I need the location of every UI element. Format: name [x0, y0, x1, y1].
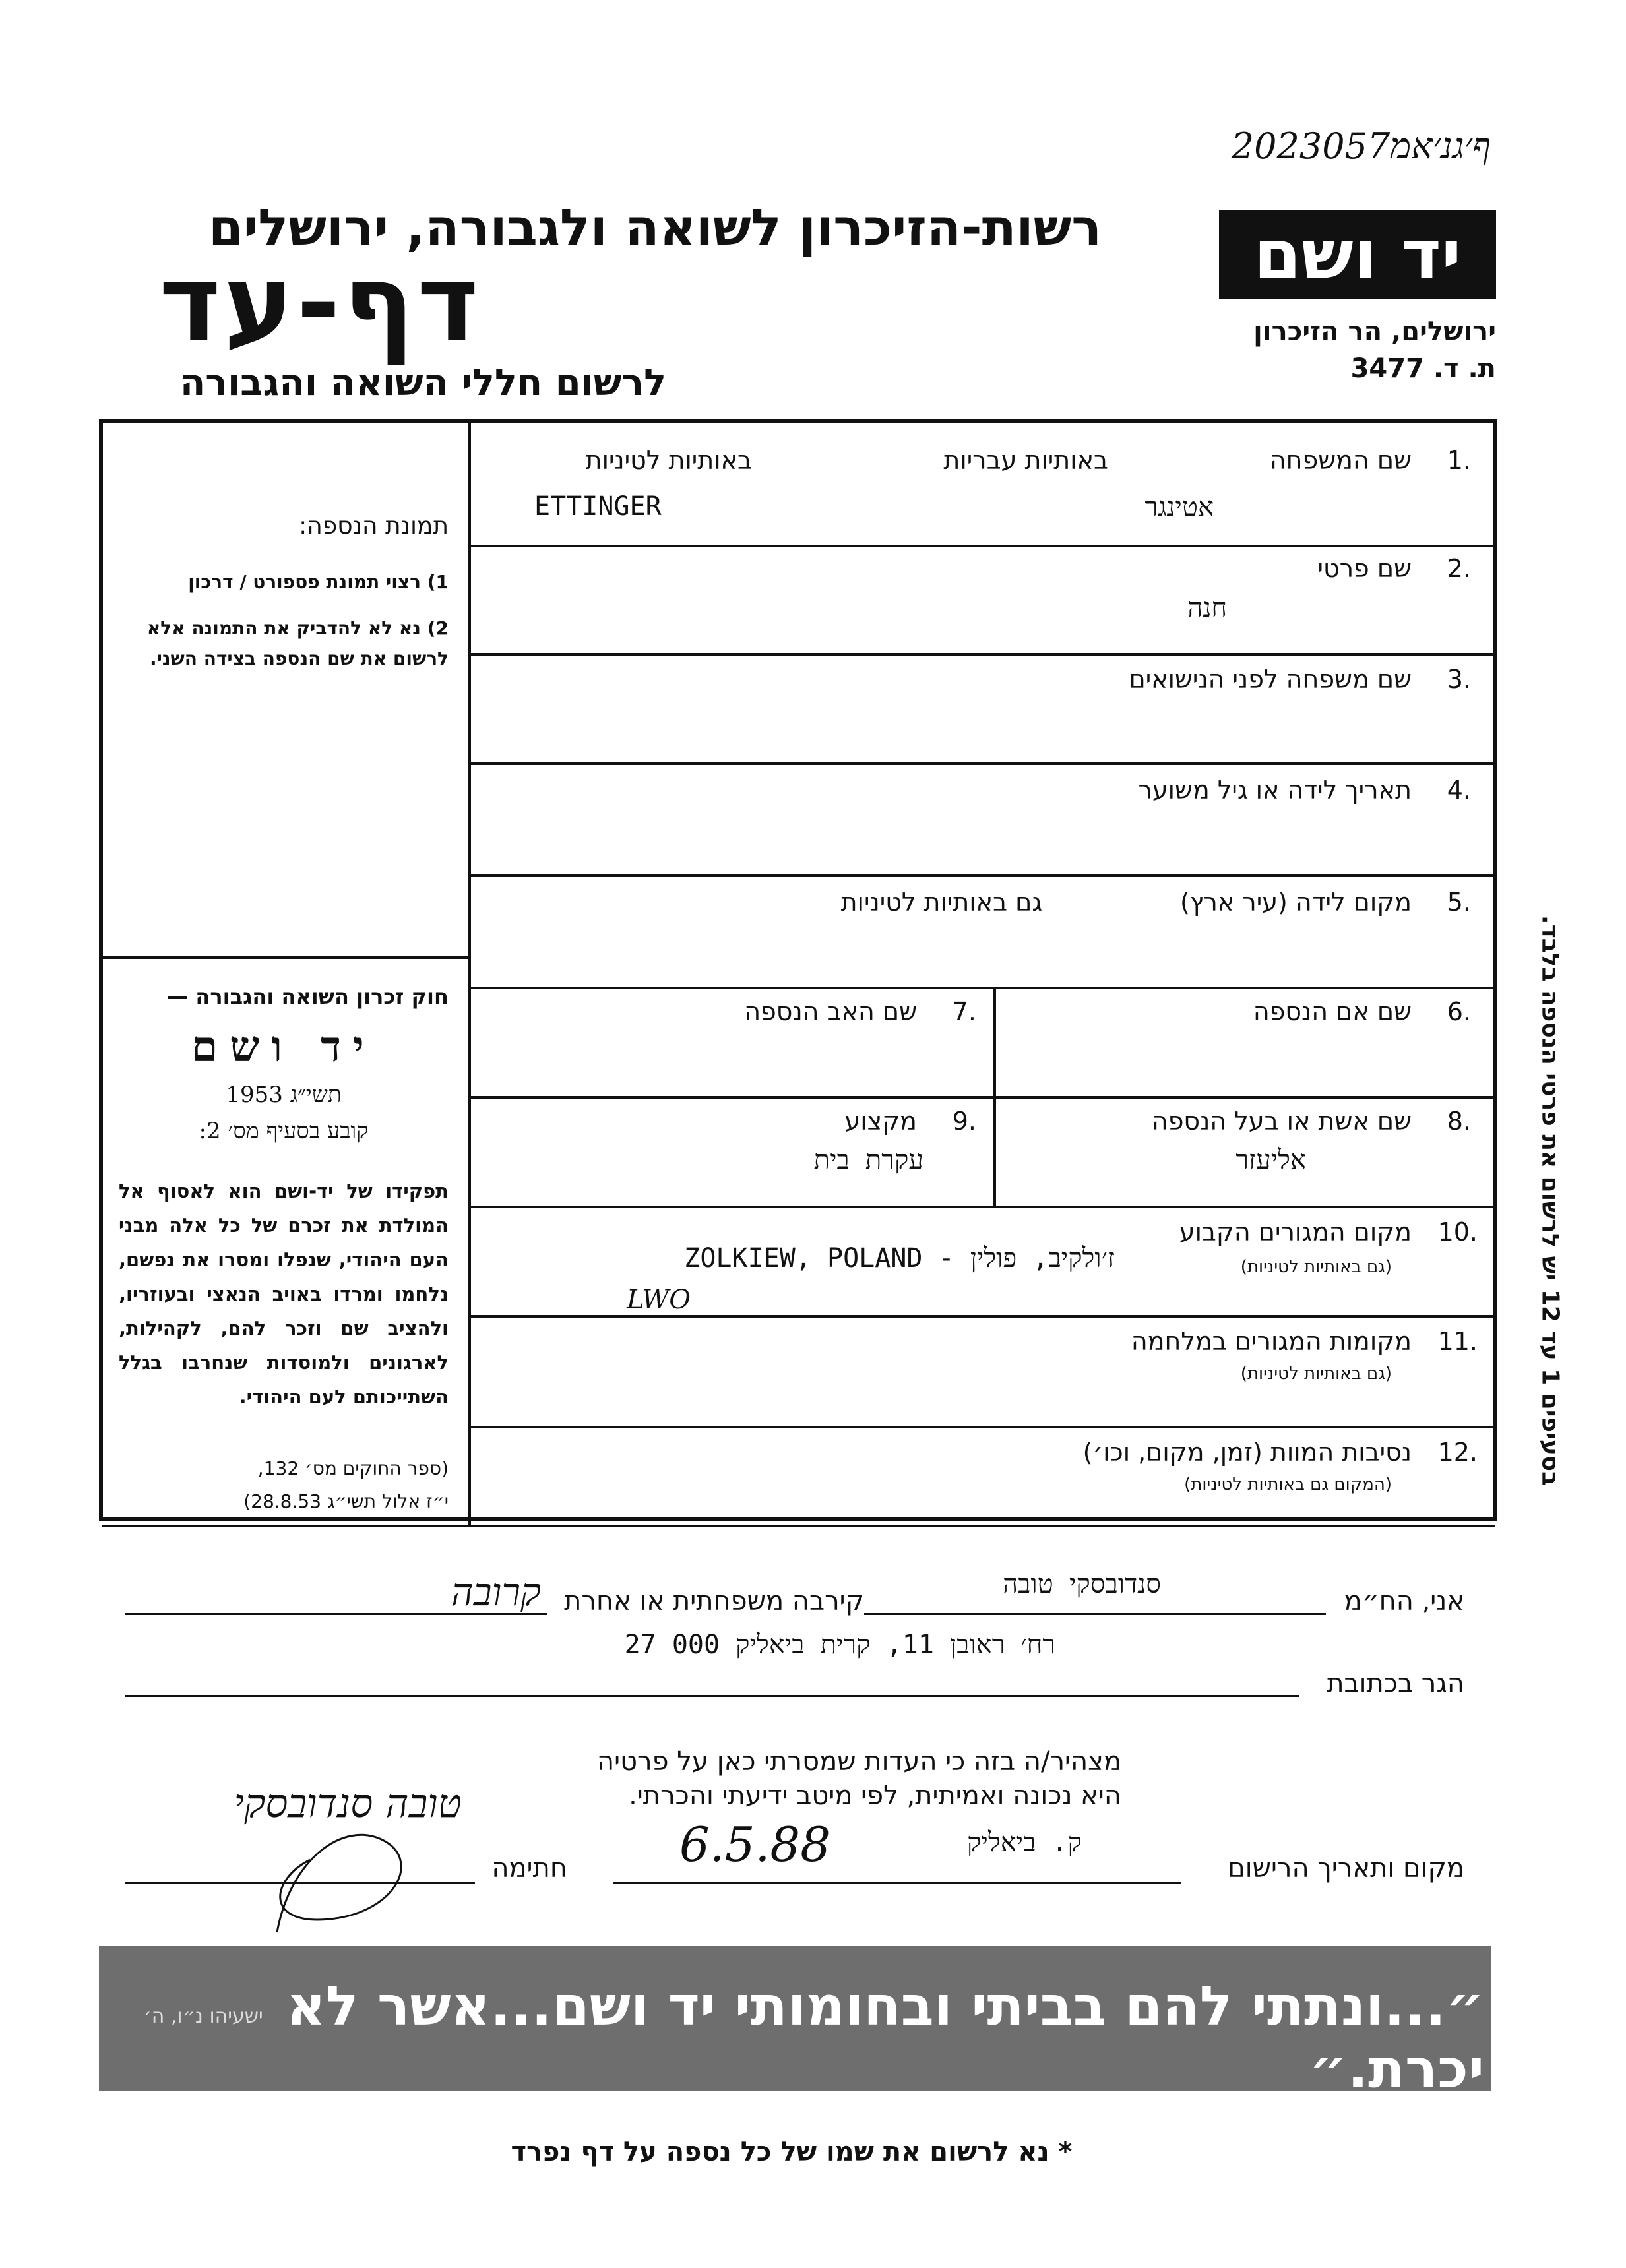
statement-line-1: מצהיר/ה בזה כי העדות שמסרתי כאן על פרטיה [597, 1746, 1121, 1777]
logo-pobox: ת. ד. 3477 [1350, 353, 1496, 384]
row-line [470, 1315, 1495, 1318]
row-line [470, 545, 1495, 547]
statement-line-2: היא נכונה ואמיתית, לפי מיטב ידיעתי והכרתי. [629, 1781, 1121, 1811]
photo-title: תמונת הנספה: [299, 512, 449, 539]
law-source-1: (ספר החוקים מס׳ 132, [257, 1457, 449, 1479]
photo-note-1: 1) רצוי תמונת פספורט / דרכון [188, 571, 449, 593]
declarant-label: אני, הח״מ [1344, 1586, 1464, 1616]
row-line [470, 1096, 1495, 1099]
banner-source: ישעיהו נ״ו, ה׳ [143, 2005, 263, 2028]
left-panel-divider [102, 956, 471, 959]
field-12-note: (המקום גם באותיות לטיניות) [1184, 1475, 1392, 1494]
field-7-label: שם האב הנספה [744, 997, 917, 1026]
field-12-label: נסיבות המוות (זמן, מקום, וכו׳) [1082, 1438, 1412, 1467]
row-line [470, 762, 1495, 765]
field-4-label: תאריך לידה או גיל משוער [1138, 776, 1412, 805]
field-8-value[interactable]: אליעזר [1235, 1145, 1306, 1175]
field-11-note: (גם באותיות לטיניות) [1240, 1364, 1392, 1384]
relation-value[interactable]: קרובה [451, 1570, 541, 1614]
law-year: תשי״ג 1953 [226, 1082, 342, 1108]
law-clause: קובע בסעיף מס׳ 2: [199, 1118, 369, 1144]
yad-vashem-logo: יד ושם [1219, 210, 1496, 299]
field-1-number: 1. [1447, 446, 1471, 475]
address-line [125, 1695, 1299, 1697]
field-2-value[interactable]: חנה [1187, 593, 1227, 623]
logo-address-block [1219, 313, 1496, 387]
field-2-label: שם פרטי [1317, 554, 1412, 583]
field-3-label: שם משפחה לפני הנישואים [1129, 665, 1412, 694]
signature-label: חתימה [491, 1853, 567, 1884]
place-date-label: מקום ותאריך הרישום [1228, 1853, 1464, 1884]
law-source-2: י״ז אלול תשי״ג 28.8.53) [243, 1490, 449, 1512]
field-6-number: 6. [1447, 997, 1471, 1026]
field-1-latin-header: באותיות לטיניות [585, 446, 752, 475]
field-4-number: 4. [1447, 776, 1471, 805]
relation-label: קירבה משפחתית או אחרת [564, 1586, 864, 1616]
signature-value[interactable]: טובה סנדובסקי [234, 1781, 462, 1827]
field-9-label: מקצוע [844, 1107, 917, 1136]
row-line [470, 1426, 1495, 1428]
field-10-value[interactable]: ז׳ולקיב, פולין - ZOLKIEW, POLAND [684, 1243, 1115, 1273]
field-1-hebrew-header: באותיות עבריות [943, 446, 1108, 475]
banner-quote: ״...ונתתי להם בביתי ובחומותי יד ושם...אשר לא יכרת.״ [286, 1975, 1484, 2100]
field-10-note: (גם באותיות לטיניות) [1240, 1257, 1392, 1277]
law-yad-vashem: יד ושם [191, 1022, 376, 1072]
field-10-handwritten: LWO [627, 1285, 691, 1315]
law-heading: חוק זכרון השואה והגבורה — [167, 984, 449, 1009]
document-number: ף׳גנ׳אמ2023057 [1231, 125, 1491, 167]
field-7-number: 7. [952, 997, 976, 1026]
row-split [993, 988, 996, 1206]
field-9-value[interactable]: עקרת בית [813, 1145, 923, 1175]
organization-name: רשות-הזיכרון לשואה ולגבורה, ירושלים [208, 198, 1102, 257]
field-10-label: מקום המגורים הקבוע [1179, 1217, 1412, 1246]
field-1-label: שם המשפחה [1269, 446, 1412, 475]
field-5-label: מקום לידה (עיר ארץ) [1180, 888, 1412, 917]
signature-scribble [251, 1781, 422, 1952]
field-6-label: שם אם הנספה [1253, 997, 1412, 1026]
row-line [470, 1206, 1495, 1208]
field-1-hebrew-value[interactable]: אטינגר [1144, 492, 1214, 522]
place-value[interactable]: ק. ביאליק [967, 1827, 1082, 1858]
law-body: תפקידו של יד-ושם הוא לאסוף אל המולדת את זכרם של כל אלה מבני העם היהודי, שנפלו ומסרו את נפשם, נלחמו ומרדו באויב הנאצי ובעוזריו, ולהציב שם וזכר להם, לקהילות, לארגונים ולמוסדות שנחרבו בגלל השתייכותם לעם היהודי. [119, 1180, 449, 1408]
field-3-number: 3. [1447, 665, 1471, 694]
row-line [470, 987, 1495, 989]
address-label: הגר בכתובת [1327, 1669, 1464, 1699]
field-11-number: 11. [1437, 1327, 1478, 1356]
field-5-number: 5. [1447, 888, 1471, 917]
panel-divider [468, 419, 471, 1527]
field-12-number: 12. [1437, 1438, 1478, 1467]
form-subtitle: לרשום חללי השואה והגבורה [179, 361, 666, 404]
field-5-note: גם באותיות לטיניות [840, 888, 1042, 917]
field-11-label: מקומות המגורים במלחמה [1131, 1327, 1412, 1356]
field-1-latin-value[interactable]: ETTINGER [534, 491, 662, 522]
side-note: בסעיפים 1 עד 12 יש לרשום את פרטי הנספה בלבד. [1536, 915, 1564, 1486]
frame-bottom-line [102, 1525, 1495, 1527]
photo-note-2: 2) נא לא להדביק את התמונה אלא לרשום את שם הנספה בצידה השני. [146, 617, 449, 669]
field-2-number: 2. [1447, 554, 1471, 583]
declarant-value[interactable]: סנדובסקי טובה [1003, 1569, 1161, 1599]
address-value[interactable]: רח׳ ראובן 11, קרית ביאליק 000 27 [624, 1630, 1055, 1660]
form-title: דף-עד [158, 241, 482, 365]
row-line [470, 874, 1495, 877]
row-line [470, 653, 1495, 656]
footnote: * נא לרשום את שמו של כל נספה על דף נפרד [511, 2137, 1073, 2167]
field-9-number: 9. [952, 1107, 976, 1136]
field-8-number: 8. [1447, 1107, 1471, 1136]
field-8-label: שם אשת או בעל הנספה [1151, 1107, 1412, 1136]
logo-address: ירושלים, הר הזיכרון [1253, 317, 1496, 347]
declarant-line [864, 1613, 1326, 1615]
date-value[interactable]: 6.5.88 [679, 1817, 831, 1872]
field-10-number: 10. [1437, 1217, 1478, 1246]
place-date-line [613, 1882, 1181, 1884]
